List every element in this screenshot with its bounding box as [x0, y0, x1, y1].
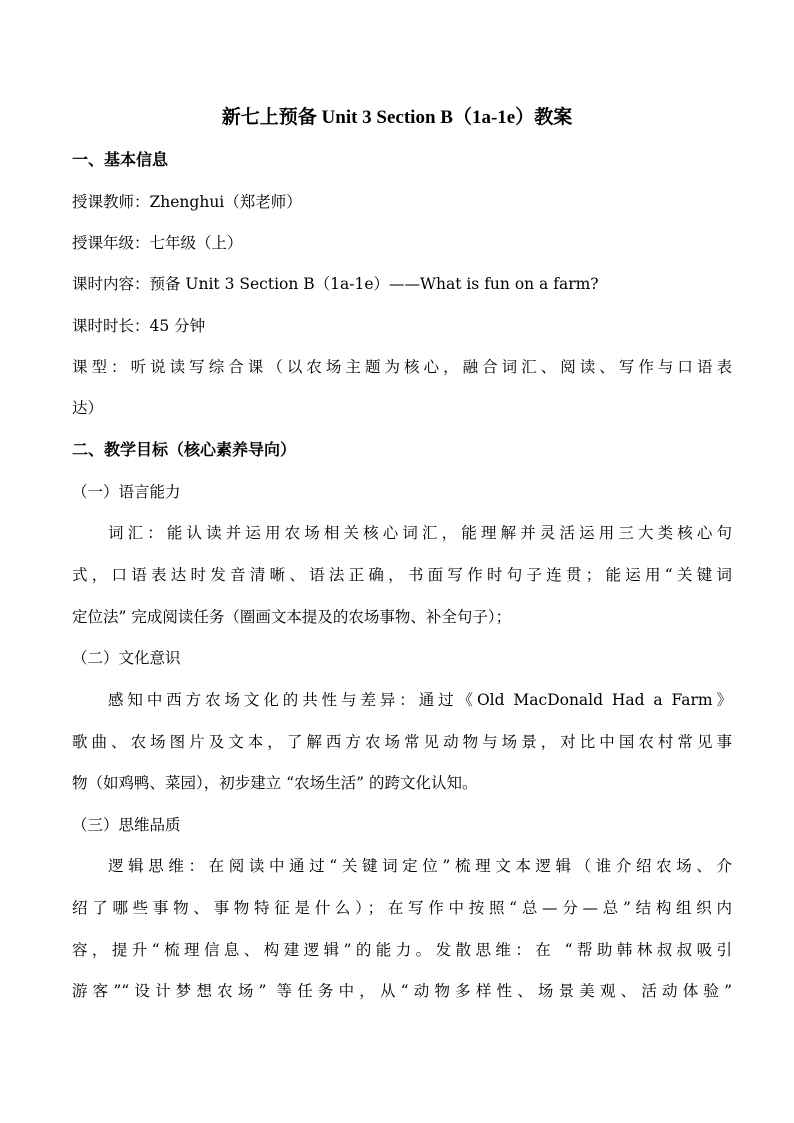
duration-line: 课时时长：45 分钟	[72, 317, 206, 335]
document-title: 新七上预备 Unit 3 Section B（1a-1e）教案	[221, 107, 573, 128]
subheading-cultural-awareness: （二）文化意识	[72, 649, 181, 667]
subheading-thinking-quality: （三）思维品质	[72, 816, 181, 834]
paragraph-thinking-line-3: 容，提升“梳理信息、构建逻辑”的能力。发散思维：在 “帮助韩林叔叔吸引	[72, 941, 732, 959]
section-heading-objectives: 二、教学目标（核心素养导向）	[72, 440, 297, 459]
paragraph-culture-line-1: 感知中西方农场文化的共性与差异：通过《Old MacDonald Had a Farm》	[108, 691, 732, 709]
content-line: 课时内容：预备 Unit 3 Section B（1a-1e）——What is fun on a farm?	[72, 275, 599, 293]
paragraph-language-line-2: 式，口语表达时发音清晰、语法正确，书面写作时句子连贯；能运用“关键词	[72, 566, 732, 584]
paragraph-thinking-line-2: 绍了哪些事物、事物特征是什么）；在写作中按照“总—分—总”结构组织内	[72, 899, 732, 917]
paragraph-thinking-line-4: 游客”“设计梦想农场” 等任务中，从“动物多样性、场景美观、活动体验”	[72, 982, 732, 1000]
paragraph-language-line-1: 词汇：能认读并运用农场相关核心词汇，能理解并灵活运用三大类核心句	[108, 524, 732, 542]
paragraph-language-line-3: 定位法” 完成阅读任务（圈画文本提及的农场事物、补全句子）；	[72, 608, 512, 626]
paragraph-culture-line-2: 歌曲、农场图片及文本，了解西方农场常见动物与场景，对比中国农村常见事	[72, 733, 732, 751]
section-heading-basic-info: 一、基本信息	[72, 150, 169, 169]
grade-line: 授课年级：七年级（上）	[72, 234, 243, 252]
paragraph-thinking-line-1: 逻辑思维：在阅读中通过“关键词定位”梳理文本逻辑（谁介绍农场、介	[108, 857, 732, 875]
teacher-line: 授课教师：Zhenghui（郑老师）	[72, 193, 302, 211]
lesson-type-line-2: 达）	[72, 399, 104, 417]
paragraph-culture-line-3: 物（如鸡鸭、菜园），初步建立 “农场生活” 的跨文化认知。	[72, 774, 478, 792]
subheading-language-ability: （一）语言能力	[72, 483, 181, 501]
lesson-type-line-1: 课型：听说读写综合课（以农场主题为核心，融合词汇、阅读、写作与口语表	[72, 358, 732, 376]
